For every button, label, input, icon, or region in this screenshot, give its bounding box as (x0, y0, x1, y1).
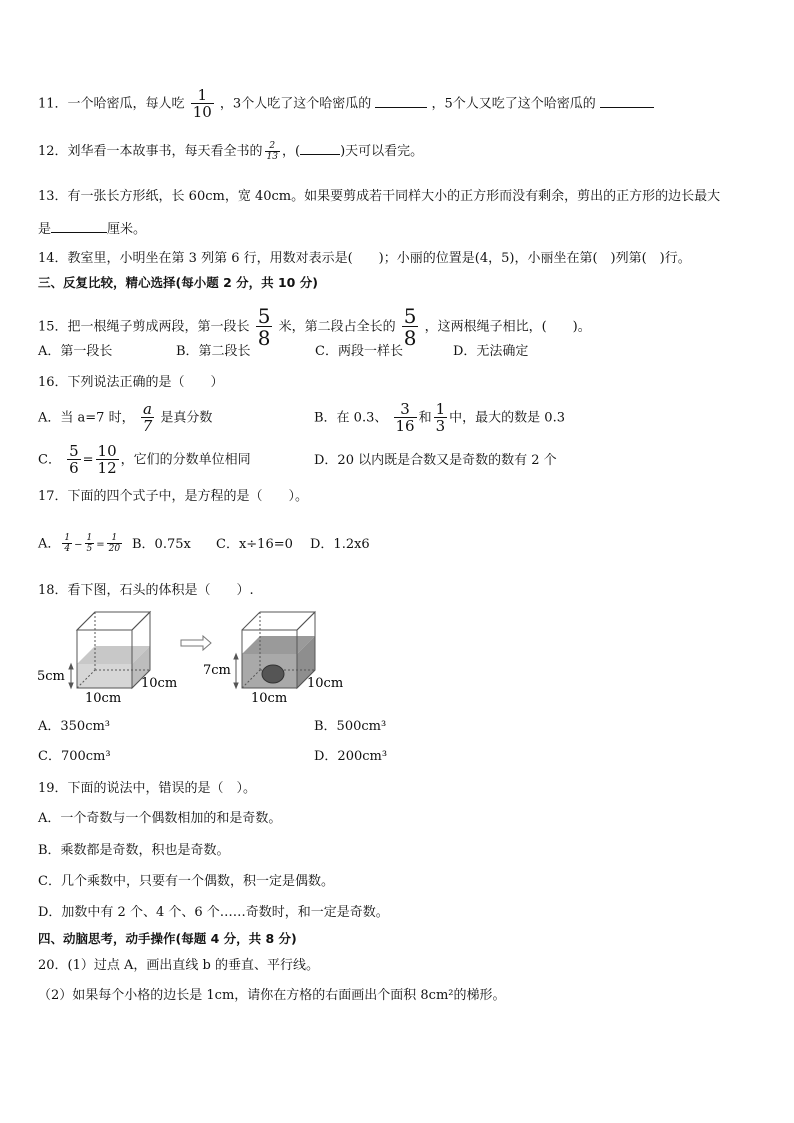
q15-option-b[interactable]: B．第二段长 (176, 344, 251, 359)
q16-c-text-suffix: ，它们的分数单位相同 (120, 452, 251, 468)
q17-a-fraction-2 (85, 534, 95, 554)
q16-c-frac1-den: 6 (69, 459, 79, 477)
q11-text: 11．一个哈密瓜，每人吃 (38, 96, 185, 112)
left-depth-label: 10cm (141, 676, 178, 691)
left-height-label: 5cm (37, 669, 65, 684)
q16-c-frac2-den: 12 (97, 459, 117, 477)
arrow-icon (181, 636, 211, 650)
q17-a-op1: − (74, 539, 83, 551)
q15-frac1-num: 5 (257, 304, 271, 328)
question-16-stem: 16．下列说法正确的是（ ） (38, 375, 224, 390)
question-13-line-2 (38, 218, 146, 239)
q11-frac-den: 10 (192, 103, 212, 121)
q16-option-b[interactable] (314, 402, 565, 434)
q17-a-frac3-den: 20 (108, 544, 121, 554)
q11-frac-num: 1 (197, 86, 207, 104)
q18-option-b[interactable]: B．500cm³ (314, 719, 387, 734)
section-3-title: 三、反复比较，精心选择(每小题 2 分，共 10 分) (38, 275, 318, 290)
q19-option-c[interactable]: C．几个乘数中，只要有一个偶数，积一定是偶数。 (38, 874, 334, 889)
q15-text-mid: 米，第二段占全长的 (278, 319, 396, 335)
right-height-label: 7cm (203, 663, 231, 678)
right-width-label: 10cm (251, 691, 288, 706)
q15-text-suffix: ，这两根绳子相比，( )。 (424, 319, 591, 335)
q16-b-frac2-num: 1 (435, 400, 446, 418)
stone-icon (262, 665, 284, 683)
q16-b-frac1-den: 16 (395, 417, 415, 435)
q13-blank[interactable] (51, 218, 107, 233)
q18-option-c[interactable]: C．700cm³ (38, 749, 111, 764)
q18-option-a[interactable]: A．350cm³ (38, 719, 111, 734)
left-width-label: 10cm (85, 691, 122, 706)
q18-option-d[interactable]: D．200cm³ (314, 749, 388, 764)
q16-a-frac-num: a (143, 400, 152, 418)
section-4-title: 四、动脑思考，动手操作(每题 4 分，共 8 分) (38, 931, 297, 946)
q16-option-d[interactable]: D．20 以内既是合数又是奇数的数有 2 个 (314, 453, 557, 468)
q17-a-fraction-3 (107, 534, 122, 554)
q17-a-frac1-num: 1 (64, 533, 71, 543)
q17-option-c[interactable]: C．x÷16=0 (216, 537, 293, 552)
q16-c-fraction-1 (67, 444, 81, 476)
q16-c-frac1-num: 5 (69, 442, 79, 460)
q12-blank[interactable] (300, 140, 340, 155)
q16-b-and: 和 (418, 410, 432, 426)
q17-a-frac3-num: 1 (111, 533, 118, 543)
q15-frac2-num: 5 (403, 304, 417, 328)
question-15 (38, 306, 591, 348)
q15-option-c[interactable]: C．两段一样长 (315, 344, 403, 359)
q15-fraction-1 (256, 306, 273, 348)
q17-a-frac2-den: 5 (86, 544, 93, 554)
q17-a-op2: = (96, 539, 105, 551)
q12-frac-num: 2 (269, 140, 276, 151)
q12-text-suffix: )天可以看完。 (340, 144, 424, 159)
q11-text-mid2: ，5个人又吃了这个哈密瓜的 (431, 96, 596, 112)
question-14: 14．教室里，小明坐在第 3 列第 6 行，用数对表示是( )；小丽的位置是(4，5)，小丽坐在第( )列第( )行。 (38, 251, 691, 266)
question-11 (38, 88, 654, 120)
q16-a-text-suffix: 是真分数 (160, 410, 213, 426)
q16-b-text: B．在 0.3、 (314, 410, 388, 426)
q13-text-suffix: 厘米。 (107, 222, 147, 237)
q16-c-text: C． (38, 452, 61, 468)
question-13-line-1: 13．有一张长方形纸，长 60cm，宽 40cm。如果要剪成若干同样大小的正方形而没有剩余，剪出的正方形的边长最大 (38, 189, 721, 204)
question-19-stem: 19．下面的说法中，错误的是（ ）。 (38, 781, 257, 796)
q12-text-mid: ，( (282, 144, 301, 159)
q13-text: 是 (38, 222, 52, 237)
q16-option-a[interactable] (38, 402, 212, 434)
question-18-stem: 18．看下图，石头的体积是（ ）. (38, 583, 254, 598)
right-depth-label: 10cm (307, 676, 344, 691)
q15-option-a[interactable]: A．第一段长 (38, 344, 113, 359)
q11-fraction (191, 88, 214, 120)
question-20-line-2: （2）如果每个小格的边长是 1cm，请你在方格的右面画出个面积 8cm²的梯形。 (38, 988, 506, 1003)
q16-b-fraction-1 (394, 402, 417, 434)
q16-b-frac2-den: 3 (435, 417, 446, 435)
q16-a-fraction (141, 402, 155, 434)
q17-option-d[interactable]: D．1.2x6 (310, 537, 370, 552)
q17-a-fraction-1 (62, 534, 72, 554)
left-box (69, 612, 150, 688)
q12-text: 12．刘华看一本故事书，每天看全书的 (38, 144, 263, 159)
q12-frac-den: 13 (266, 151, 278, 162)
q15-frac1-den: 8 (257, 326, 271, 350)
q17-option-a[interactable] (38, 534, 124, 555)
q16-a-text: A．当 a=7 时， (38, 410, 135, 426)
q16-b-text-suffix: 中，最大的数是 0.3 (449, 410, 565, 426)
q11-blank-2[interactable] (600, 93, 654, 108)
q17-option-b[interactable]: B．0.75x (132, 537, 191, 552)
q17-a-frac1-den: 4 (64, 544, 71, 554)
q15-frac2-den: 8 (403, 326, 417, 350)
q15-text: 15．把一根绳子剪成两段，第一段长 (38, 319, 250, 335)
q16-b-fraction-2 (434, 402, 448, 434)
q18-figure (35, 608, 365, 708)
q11-text-mid: ，3个人吃了这个哈密瓜的 (219, 96, 372, 112)
q17-a-text: A． (38, 536, 61, 552)
q12-fraction (265, 142, 280, 162)
q16-b-frac1-num: 3 (400, 400, 410, 418)
question-17-stem: 17．下面的四个式子中，是方程的是（ ）。 (38, 489, 309, 504)
q19-option-a[interactable]: A．一个奇数与一个偶数相加的和是奇数。 (38, 811, 282, 826)
q16-a-frac-den: 7 (142, 417, 153, 435)
q19-option-b[interactable]: B．乘数都是奇数，积也是奇数。 (38, 843, 230, 858)
q16-option-c[interactable] (38, 444, 251, 476)
q19-option-d[interactable]: D．加数中有 2 个、4 个、6 个……奇数时，和一定是奇数。 (38, 905, 389, 920)
q17-a-frac2-num: 1 (86, 533, 93, 543)
question-20-line-1: 20．(1）过点 A，画出直线 b 的垂直、平行线。 (38, 958, 319, 973)
question-12 (38, 140, 423, 162)
q15-fraction-2 (402, 306, 419, 348)
q15-option-d[interactable]: D．无法确定 (453, 344, 529, 359)
q16-c-eq: = (82, 452, 94, 468)
q11-blank-1[interactable] (375, 93, 427, 108)
q16-c-fraction-2 (96, 444, 119, 476)
q16-c-frac2-num: 10 (97, 442, 117, 460)
